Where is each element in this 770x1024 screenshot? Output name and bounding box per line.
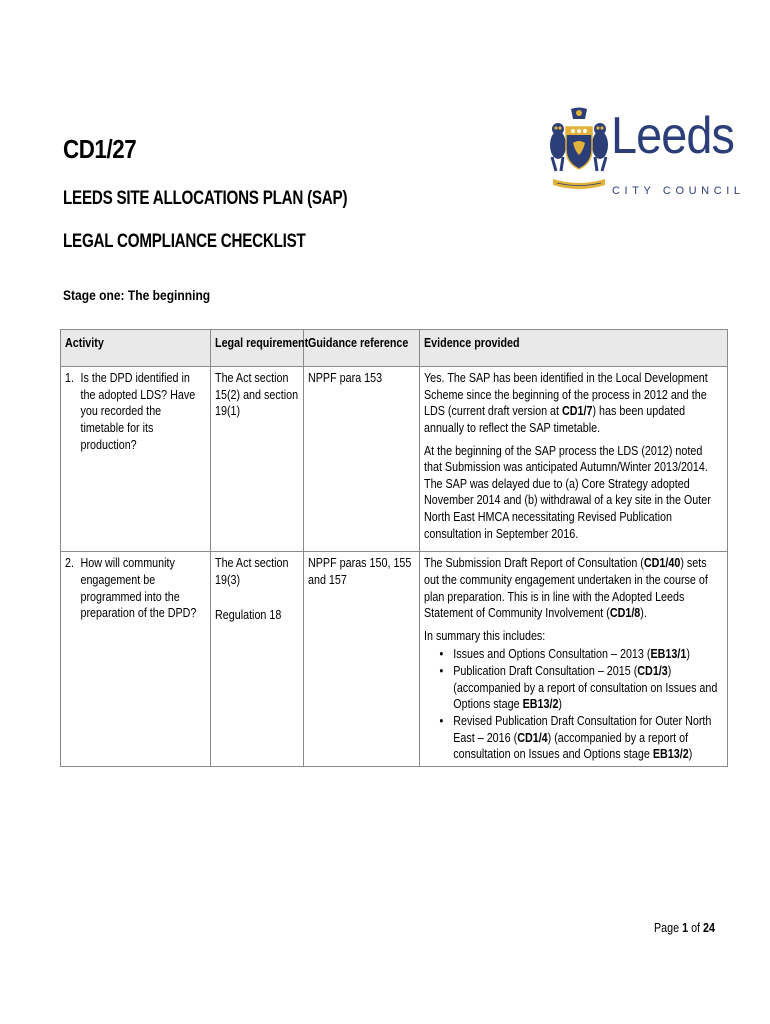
evidence-cell [420, 367, 728, 552]
leeds-coat-of-arms-icon [549, 107, 609, 202]
guidance-reference-cell [304, 552, 420, 767]
column-header-legal-requirement: Legal requirement [211, 330, 304, 367]
table-header-row [61, 330, 728, 367]
evidence-paragraph: In summary this includes: [424, 628, 546, 643]
legal-requirement-cell [211, 367, 304, 552]
document-reference-bold: EB13/2 [652, 747, 689, 762]
document-reference-bold: EB13/1 [650, 647, 687, 662]
row-number: 1. [65, 371, 74, 385]
bullet-icon: • [439, 713, 444, 728]
document-reference-bold: EB13/2 [522, 697, 559, 712]
document-reference-bold: CD1/4 [517, 730, 548, 745]
legal-requirement-text: The Act section 19(3) [215, 556, 289, 587]
logo-subtitle: CITY COUNCIL [612, 185, 745, 197]
document-reference-bold: CD1/3 [637, 664, 668, 678]
guidance-reference-text: NPPF paras 150, 155 and 157 [308, 556, 412, 587]
document-reference-bold: CD1/7 [562, 404, 593, 419]
table-row [61, 367, 728, 552]
document-subtitle: LEGAL COMPLIANCE CHECKLIST [63, 231, 306, 252]
logo-wordmark: Leeds [611, 107, 735, 165]
document-title: LEEDS SITE ALLOCATIONS PLAN (SAP) [63, 188, 348, 209]
column-header-activity: Activity [61, 330, 211, 367]
guidance-reference-text: NPPF para 153 [308, 371, 383, 385]
table-row [61, 552, 728, 767]
bullet-icon: • [439, 647, 444, 662]
activity-cell [61, 552, 211, 767]
legal-requirement-text: The Act section 15(2) and section 19(1) [215, 371, 299, 419]
evidence-paragraph: The Submission Draft Report of Consultation (CD1/40) sets out the community engagement undertaken in the course of plan preparation. This is in line with the Adopted Leeds Statement of Community Involvement (CD1/8). [424, 556, 708, 621]
activity-text: Is the DPD identified in the adopted LDS? Have you recorded the timetable for its production? [80, 371, 196, 452]
evidence-bullet-list [424, 646, 722, 762]
document-reference-bold: CD1/40 [643, 556, 681, 571]
stage-heading: Stage one: The beginning [63, 287, 211, 303]
row-number: 2. [65, 556, 74, 571]
evidence-paragraph: Yes. The SAP has been identified in the Local Development Scheme since the beginning of the process in 2012 and the LDS (current draft version at CD1/7) has been updated annually to reflect the SAP timetable. [424, 371, 708, 435]
activity-text: How will community engagement be programmed into the preparation of the DPD? [80, 556, 197, 621]
legal-requirement-text: Regulation 18 [215, 607, 282, 622]
evidence-paragraph: At the beginning of the SAP process the LDS (2012) noted that Submission was anticipated Autumn/Winter 2013/2014. The SAP was delayed due to (a) Core Strategy adopted November 2014 and (b) withdrawal of a key site in the Outer North East HMCA necessitating Revised Publication consultation in September 2016. [424, 443, 711, 541]
legal-requirement-cell [211, 552, 304, 767]
document-reference-bold: CD1/8 [609, 606, 641, 621]
page-number: Page 1 of 24 [654, 921, 715, 935]
leeds-city-council-logo [549, 107, 745, 202]
evidence-cell [420, 552, 728, 767]
document-reference: CD1/27 [63, 134, 137, 164]
legal-compliance-table [60, 329, 728, 767]
list-item: • Publication Draft Consultation – 2015 (CD1/3) (accompanied by a report of consultation on Issues and Options stage EB13/2) [439, 664, 718, 712]
bullet-icon: • [439, 664, 444, 678]
column-header-guidance-reference: Guidance reference [304, 330, 420, 367]
guidance-reference-cell [304, 367, 420, 552]
list-item: • Issues and Options Consultation – 2013 (EB13/1) [439, 647, 690, 662]
list-item: • Revised Publication Draft Consultation for Outer North East – 2016 (CD1/4) (accompanied by a report of consultation on Issues and Options stage EB13/2) [439, 713, 712, 762]
column-header-evidence-provided: Evidence provided [420, 330, 728, 367]
activity-cell [61, 367, 211, 552]
